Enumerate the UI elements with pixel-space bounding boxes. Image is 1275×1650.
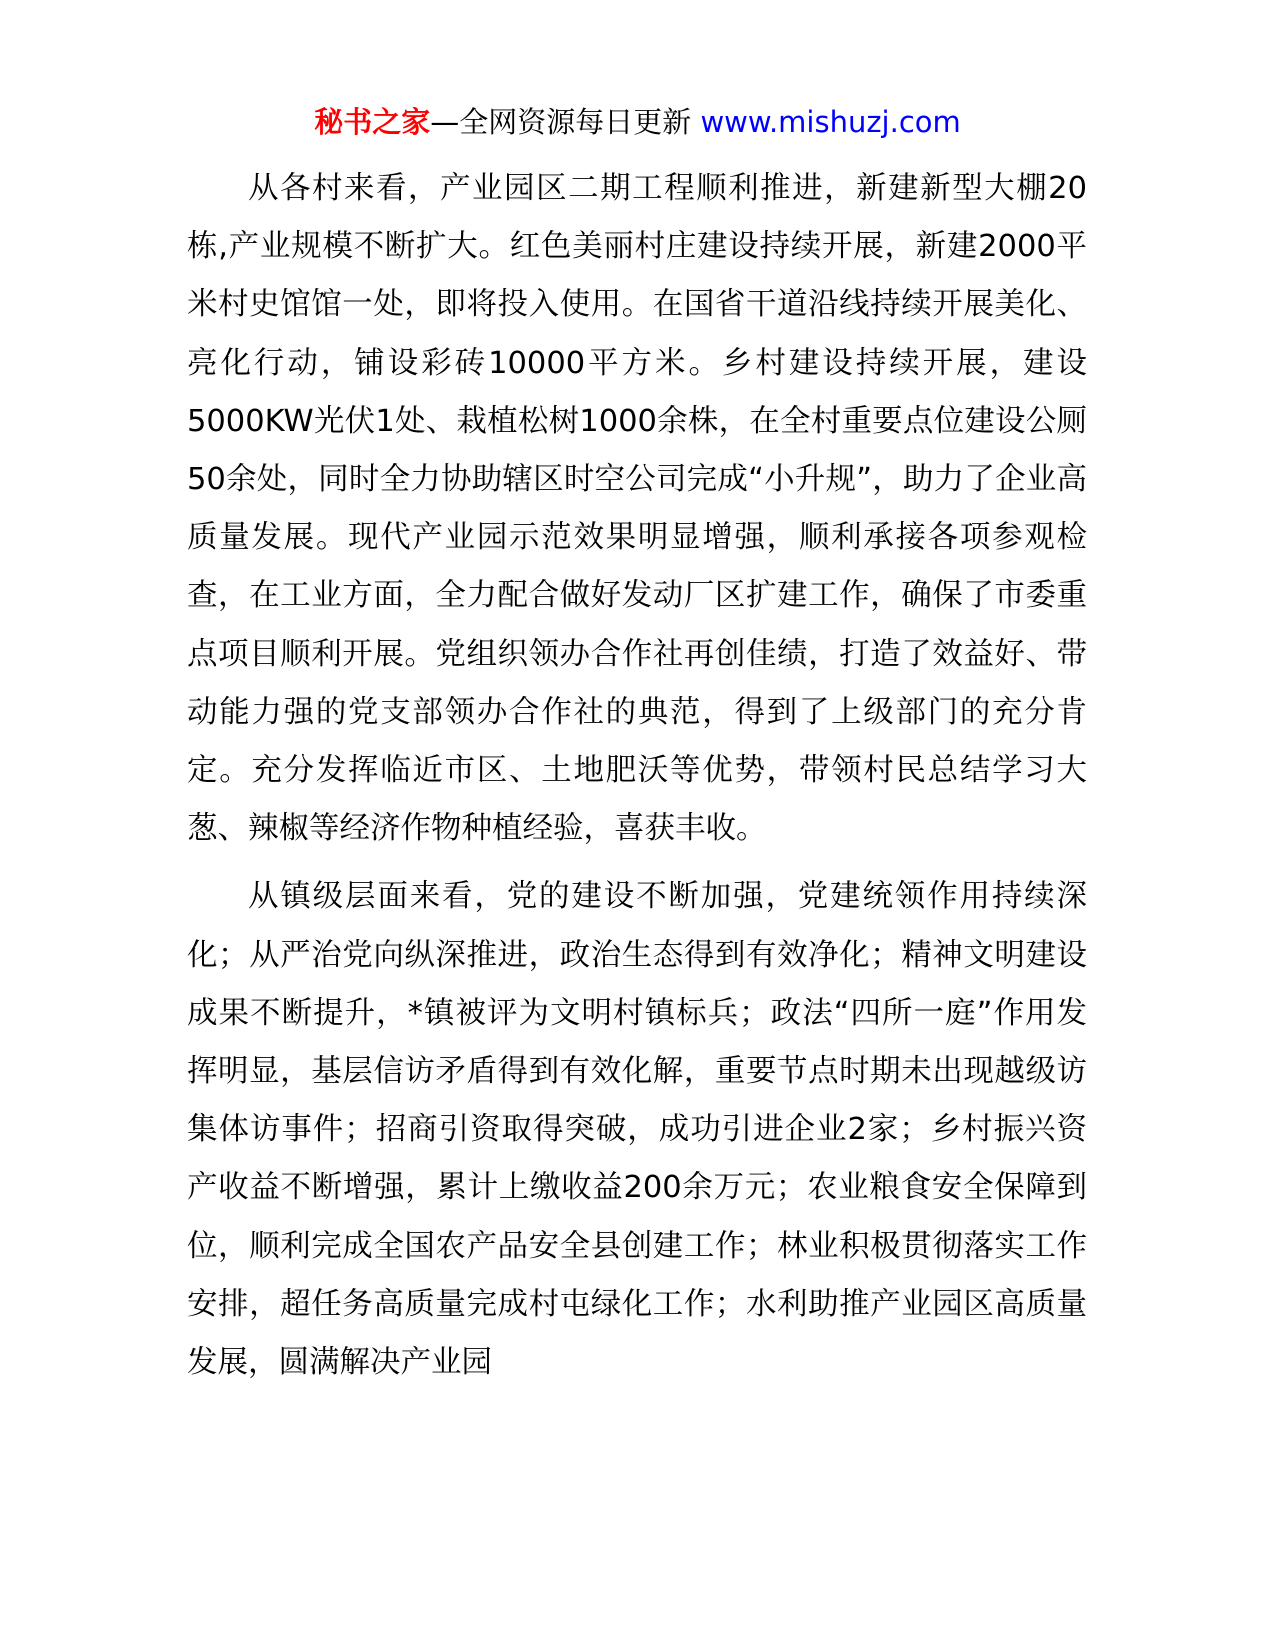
header-brand: 秘书之家 [314, 105, 431, 139]
page-header [0, 100, 1275, 144]
paragraph-villages: 从各村来看，产业园区二期工程顺利推进，新建新型大棚20栋,产业规模不断扩大。红色美丽村庄建设持续开展，新建2000平米村史馆馆一处，即将投入使用。在国省干道沿线持续开展美化、亮化行动，铺设彩砖10000平方米。乡村建设持续开展，建设5000KW光伏1处、栽植松树1000余株，在全村重要点位建设公厕50余处，同时全力协助辖区时空公司完成“小升规”，助力了企业高质量发展。现代产业园示范效果明显增强，顺利承接各项参观检查，在工业方面，全力配合做好发动厂区扩建工作，确保了市委重点项目顺利开展。党组织领办合作社再创佳绩，打造了效益好、带动能力强的党支部领办合作社的典范，得到了上级部门的充分肯定。充分发挥临近市区、土地肥沃等优势，带领村民总结学习大葱、辣椒等经济作物种植经验，喜获丰收。 [187, 171, 1087, 847]
header-tagline: —全网资源每日更新 [430, 105, 701, 139]
paragraph-town-level: 从镇级层面来看，党的建设不断加强，党建统领作用持续深化；从严治党向纵深推进，政治生态得到有效净化；精神文明建设成果不断提升，*镇被评为文明村镇标兵；政法“四所一庭”作用发挥明显，基层信访矛盾得到有效化解，重要节点时期未出现越级访集体访事件；招商引资取得突破，成功引进企业2家；乡村振兴资产收益不断增强，累计上缴收益200余万元；农业粮食安全保障到位，顺利完成全国农产品安全县创建工作；林业积极贯彻落实工作安排，超任务高质量完成村屯绿化工作；水利助推产业园区高质量发展，圆满解决产业园 [187, 879, 1087, 1381]
document-body [187, 160, 1087, 1392]
header-url-link[interactable]: www.mishuzj.com [700, 105, 961, 139]
